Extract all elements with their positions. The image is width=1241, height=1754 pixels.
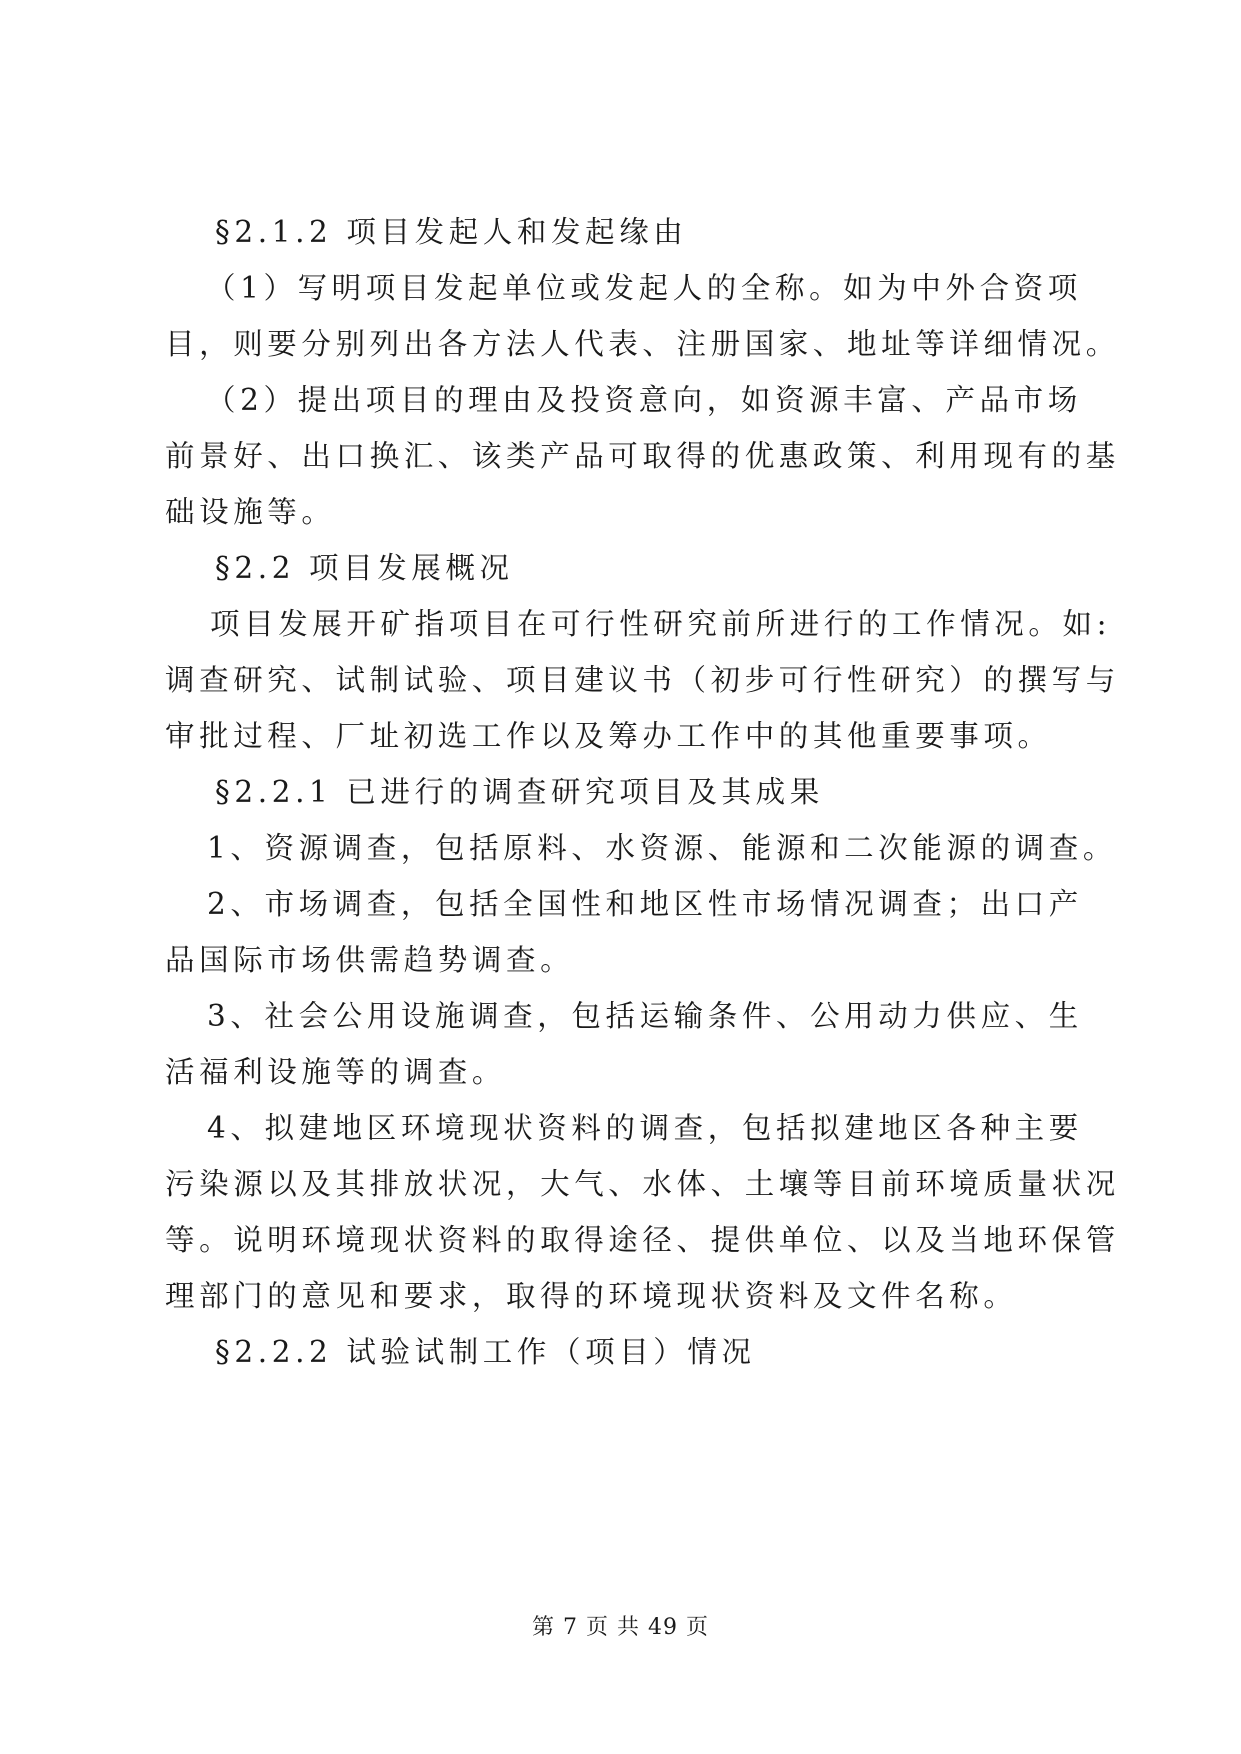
- list-item: 4、拟建地区环境现状资料的调查，包括拟建地区各种主要: [207, 1111, 1083, 1145]
- section-heading-2-2: §2.2 项目发展概况: [215, 551, 514, 585]
- list-item-continuation: 活福利设施等的调查。: [165, 1055, 507, 1089]
- list-item: 2、市场调查，包括全国性和地区性市场情况调查；出口产: [207, 887, 1083, 921]
- list-item-continuation: 污染源以及其排放状况，大气、水体、土壤等目前环境质量状况: [165, 1167, 1120, 1201]
- paragraph-line: （1）写明项目发起单位或发起人的全称。如为中外合资项: [206, 271, 1082, 305]
- list-item: 3、社会公用设施调查，包括运输条件、公用动力供应、生: [207, 999, 1083, 1033]
- section-heading-2-1-2: §2.1.2 项目发起人和发起缘由: [215, 215, 688, 249]
- paragraph-line: 目，则要分别列出各方法人代表、注册国家、地址等详细情况。: [165, 327, 1120, 361]
- paragraph-line: 审批过程、厂址初选工作以及筹办工作中的其他重要事项。: [165, 719, 1052, 753]
- section-heading-2-2-2: §2.2.2 试验试制工作（项目）情况: [215, 1335, 756, 1369]
- paragraph-line: 前景好、出口换汇、该类产品可取得的优惠政策、利用现有的基: [165, 439, 1120, 473]
- list-item: 1、资源调查，包括原料、水资源、能源和二次能源的调查。: [207, 831, 1117, 865]
- paragraph-line: 调查研究、试制试验、项目建议书（初步可行性研究）的撰写与: [165, 663, 1120, 697]
- page-number-footer: 第 7 页 共 49 页: [532, 1615, 709, 1640]
- paragraph-line: 础设施等。: [165, 495, 336, 529]
- section-heading-2-2-1: §2.2.1 已进行的调查研究项目及其成果: [215, 775, 824, 809]
- list-item-continuation: 品国际市场供需趋势调查。: [165, 943, 575, 977]
- list-item-continuation: 理部门的意见和要求，取得的环境现状资料及文件名称。: [165, 1279, 1018, 1313]
- paragraph-line: 项目发展开矿指项目在可行性研究前所进行的工作情况。如:: [210, 607, 1112, 641]
- list-item-continuation: 等。说明环境现状资料的取得途径、提供单位、以及当地环保管: [165, 1223, 1120, 1257]
- paragraph-line: （2）提出项目的理由及投资意向，如资源丰富、产品市场: [206, 383, 1082, 417]
